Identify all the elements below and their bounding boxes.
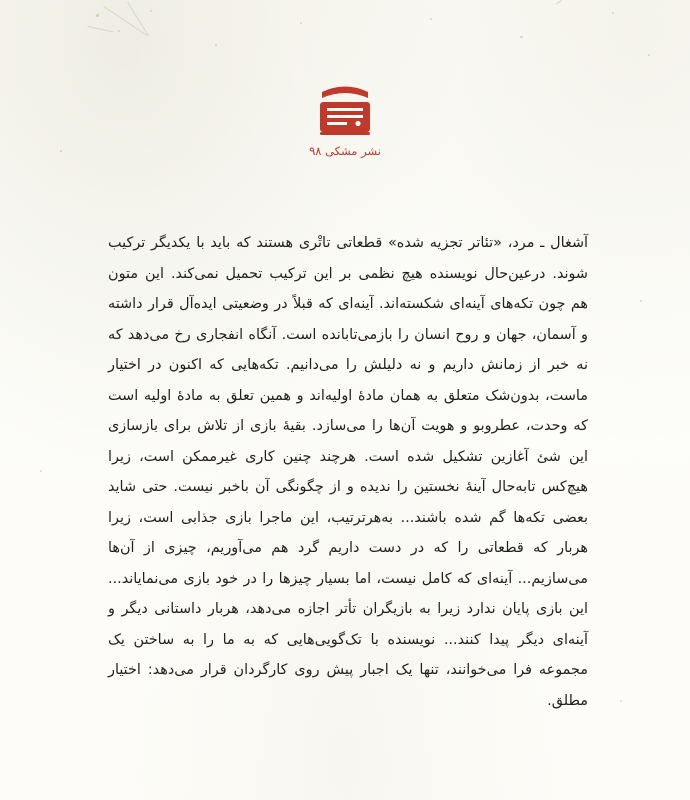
page-body-text: [108, 228, 588, 716]
scan-speck: [215, 44, 217, 46]
scan-speck: [648, 54, 650, 56]
publisher-logo-block: [0, 78, 690, 158]
scan-speck: [430, 18, 432, 20]
scan-speck: [40, 470, 42, 472]
scan-speck: [150, 10, 152, 12]
scan-streak: [88, 26, 114, 32]
publisher-name: نشر مشکی ۹۸: [309, 144, 381, 158]
scan-speck: [96, 14, 99, 17]
body-paragraph: آشغال ـ مرد، «تئاتر تجزیه شده» قطعاتی تاتْری هستند که باید با یکدیگر ترکیب شوند. درعین‌حال نویسنده هیچ نظمی بر این ترکیب تحمیل نمی‌کند. این متون هم چون تکه‌های آینه‌ای شکسته‌اند. آینه‌ای که قبلاً در وضعیتی ایده‌آل قرار داشته و آسمان، جهان و روح انسان را بازمی‌تابانده است. آنگاه انفجاری رخ می‌دهد که نه خبر از زمانش داریم و نه دلیلش را می‌دانیم. تکه‌هایی که اکنون در اختیار ماست، بدون‌شک متعلق به همان مادهٔ اولیه‌اند و همین تعلق به مادهٔ اولیه است که وحدت، عطروبو و هویت آن‌ها را می‌سازد. بقیهٔ بازی از تلاش برای بازسازی این شئ آغازین تشکیل شده است. هرچند چنین کاری غیرممکن است، زیرا هیچ‌کس تابه‌حال آینهٔ نخستین را ندیده و از چگونگی آن باخبر نیست. حتی شاید بعضی تکه‌ها گم شده باشند... به‌هرترتیب، این ماجرا بازی جذابی است، زیرا هربار که قطعاتی را که در دست داریم گرد هم می‌آوریم، چیزی از آن‌ها می‌سازیم... آینه‌ای که کامل نیست، اما بسیار چیزها را در خود بازی می‌نمایاند... این بازی پایان ندارد زیرا به بازیگران تأتر اجازه می‌دهد، هربار داستانی دیگر و آینه‌ای دیگر پیدا کنند... نویسنده با تک‌گویی‌هایی که به ما را به ساختن یک مجموعه فرا می‌خوانند، تنها یک اجبار پیش روی کارگردان قرار می‌دهد: اختیار مطلق.: [108, 235, 588, 709]
scan-streak: [127, 2, 149, 36]
scan-speck: [620, 700, 622, 702]
scan-speck: [300, 22, 302, 24]
scan-speck: [118, 30, 120, 32]
scan-speck: [640, 300, 642, 302]
scan-speck: [520, 36, 523, 38]
publisher-logo-icon: [314, 78, 376, 136]
scan-speck: [612, 12, 614, 14]
scan-streak: [556, 0, 583, 5]
